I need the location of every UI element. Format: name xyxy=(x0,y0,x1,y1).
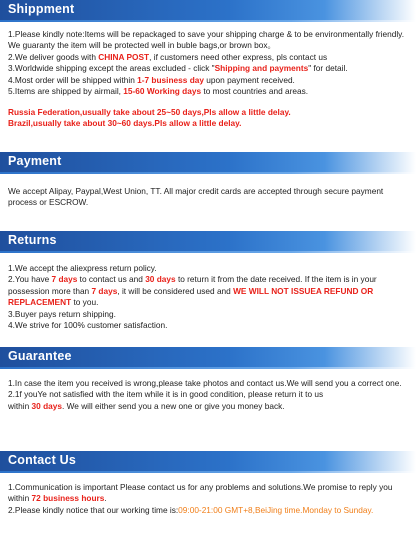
payment-line-2: process or ESCROW. xyxy=(8,197,89,208)
shipment-line-5 xyxy=(8,75,408,86)
working-time-highlight: 09:00-21:00 GMT+8,BeiJing time.Monday to Sunday. xyxy=(178,504,374,515)
returns-line-2 xyxy=(8,274,408,285)
shipment-title: Shippment xyxy=(8,2,75,17)
guarantee-body xyxy=(0,367,416,412)
shipment-line-1: 1.Please kindly note:Items will be repackaged to save your shipping charge & to be environmentally friendly. xyxy=(8,29,405,39)
returns-title: Returns xyxy=(8,233,57,248)
returns-line-2-text: 2.You have xyxy=(8,274,52,285)
returns-line-3 xyxy=(8,286,408,297)
payment-header-bar xyxy=(0,152,416,172)
contact-line-1: 1.Communication is important Please contact us for any problems and solutions.We promise to reply you xyxy=(8,482,393,492)
contact-line-2-rest: . xyxy=(104,493,107,504)
returns-line-6: 4.We strive for 100% customer satisfaction. xyxy=(8,320,168,331)
return-days-highlight: 30 days xyxy=(145,274,176,285)
shipment-line-5-rest: upon payment received. xyxy=(204,74,295,85)
returns-header-bar xyxy=(0,231,416,251)
returns-line-4 xyxy=(8,297,408,308)
returns-line-3-mid: , it will be considered used and xyxy=(117,285,234,296)
shipment-line-3 xyxy=(8,52,408,63)
guarantee-days-highlight: 30 days xyxy=(31,400,62,411)
shipping-payments-link[interactable]: Shipping and payments xyxy=(214,63,309,74)
shipment-line-6-text: 5.Items are shipped by airmail, xyxy=(8,86,124,97)
guarantee-line-3-text: within xyxy=(8,400,32,411)
china-post-highlight: CHINA POST xyxy=(98,51,150,62)
shipment-header-bar xyxy=(0,0,416,20)
contact-line-2 xyxy=(8,493,408,504)
contact-line-3-text: 2.Please kindly notice that our working time is: xyxy=(8,504,179,515)
payment-line-1: We accept Alipay, Paypal,West Union, TT. All major credit cards are accepted through secure payment xyxy=(8,186,384,196)
guarantee-line-3 xyxy=(8,401,408,412)
shipment-line-5-text: 4.Most order will be shipped within xyxy=(8,74,138,85)
shipment-line-6 xyxy=(8,86,408,97)
reply-hours-highlight: 72 business hours xyxy=(31,493,105,504)
shipment-line-4 xyxy=(8,63,408,74)
returns-section xyxy=(0,231,416,332)
replacement-highlight: REPLACEMENT xyxy=(8,297,72,308)
guarantee-header-bar xyxy=(0,347,416,367)
payment-section xyxy=(0,152,416,209)
guarantee-section xyxy=(0,347,416,412)
shipment-line-6-rest: to most countries and areas. xyxy=(201,86,309,97)
no-refund-highlight: WE WILL NOT ISSUEA REFUND OR xyxy=(233,285,374,296)
contact-title: Contact Us xyxy=(8,453,76,468)
contact-section xyxy=(0,451,416,516)
returns-line-2-rest: to return it from the date received. If the item is in your xyxy=(175,274,377,285)
contact-line-3 xyxy=(8,505,408,516)
russia-note: Russia Federation,usually take about 25~50 days,Pls allow a little delay. xyxy=(8,106,291,117)
guarantee-line-2: 2.1f youYe not satisfied with the item while it is in good condition, please return it to us xyxy=(8,389,324,400)
returns-line-4-rest: to you. xyxy=(71,297,99,308)
payment-body xyxy=(0,172,416,209)
returns-body xyxy=(0,251,416,332)
contact-line-2-text: within xyxy=(8,493,32,504)
shipment-line-3-rest: , if customers need other express, pls contact us xyxy=(149,51,328,62)
guarantee-line-3-rest: . We will either send you a new one or give you money back. xyxy=(61,400,285,411)
returns-line-2-mid: to contact us and xyxy=(77,274,146,285)
working-days-highlight: 15-60 Working days xyxy=(123,86,202,97)
returns-line-5: 3.Buyer pays return shipping. xyxy=(8,308,116,319)
guarantee-title: Guarantee xyxy=(8,349,72,364)
contact-header-bar xyxy=(0,451,416,471)
shipment-line-4-text: 3.Worldwide shipping except the areas excluded - click " xyxy=(8,63,215,74)
guarantee-line-1: 1.In case the item you received is wrong,please take photos and contact us.We will send you a correct one. xyxy=(8,378,402,388)
payment-title: Payment xyxy=(8,154,62,169)
shipment-body xyxy=(0,20,416,130)
shipment-section xyxy=(0,0,416,130)
used-days-highlight: 7 days xyxy=(91,285,118,296)
contact-days-highlight: 7 days xyxy=(51,274,78,285)
returns-line-3-text: possession more than xyxy=(8,285,92,296)
shipment-line-3-text: 2.We deliver goods with xyxy=(8,51,99,62)
shipment-line-2: We guaranty the item will be protected well in buble bags,or brown box。 xyxy=(8,40,276,51)
returns-line-1: 1.We accept the aliexpress return policy. xyxy=(8,263,157,273)
shipment-line-4-rest: " for detail. xyxy=(308,63,348,74)
contact-body xyxy=(0,471,416,516)
business-day-highlight: 1-7 business day xyxy=(137,74,204,85)
brazil-note: Brazil,usually take about 30~60 days.Pls allow a little delay. xyxy=(8,118,242,129)
